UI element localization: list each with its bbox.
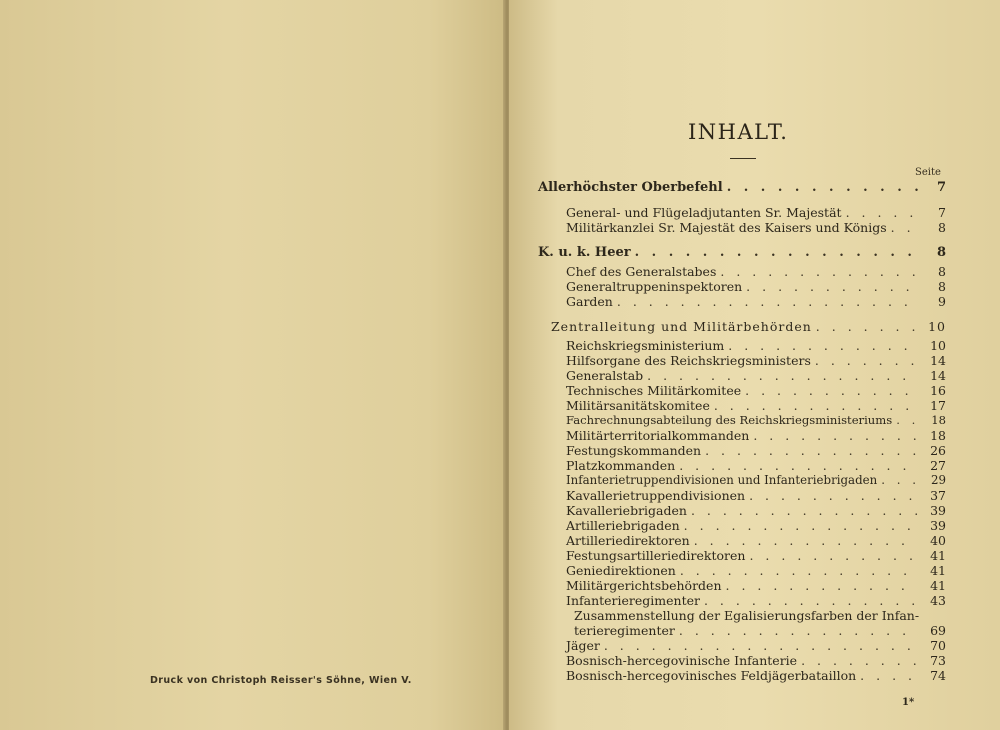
toc-entry-page: 8 bbox=[938, 279, 946, 294]
toc-entry-page: 8 bbox=[936, 245, 946, 260]
toc-entry[interactable] bbox=[566, 458, 946, 473]
toc-entry-label: terieregimenter bbox=[574, 623, 675, 638]
page-title: INHALT. bbox=[688, 120, 789, 144]
toc-entry-label: Hilfsorgane des Reichskriegsministers bbox=[566, 353, 811, 368]
toc-entry-label: General- und Flügeladjutanten Sr. Majestät bbox=[566, 205, 842, 220]
toc-entry[interactable] bbox=[574, 623, 946, 638]
toc-entry-page: 70 bbox=[930, 638, 946, 653]
toc-entry-label: Generaltruppeninspektoren bbox=[566, 279, 743, 294]
toc-entry-page: 41 bbox=[930, 563, 946, 578]
toc-entry[interactable] bbox=[566, 503, 946, 518]
toc-entry-page: 43 bbox=[930, 593, 946, 608]
toc-entry[interactable] bbox=[566, 443, 946, 458]
toc-entry-label: Jäger bbox=[566, 638, 600, 653]
toc-entry-label: Platzkommanden bbox=[566, 458, 676, 473]
toc-entry-label: Fachrechnungsabteilung des Reichskriegsministeriums bbox=[566, 413, 893, 427]
toc-entry[interactable] bbox=[566, 428, 946, 443]
toc-entry-label: K. u. k. Heer bbox=[538, 245, 631, 260]
toc-entry-page: 39 bbox=[930, 518, 946, 533]
toc-entry-label: Technisches Militärkomitee bbox=[566, 383, 742, 398]
seite-column-header: Seite bbox=[915, 167, 941, 178]
toc-entry[interactable] bbox=[566, 413, 946, 428]
toc-entry[interactable] bbox=[566, 220, 946, 235]
toc-entry-page: 7 bbox=[936, 180, 946, 195]
toc-entry[interactable] bbox=[551, 319, 946, 334]
toc-entry[interactable] bbox=[566, 294, 946, 309]
toc-entry[interactable] bbox=[566, 533, 946, 548]
toc-entry[interactable] bbox=[566, 279, 946, 294]
toc-entry-page: 29 bbox=[930, 473, 946, 487]
toc-entry-page: 10 bbox=[930, 338, 946, 353]
toc-entry-label: Geniedirektionen bbox=[566, 563, 676, 578]
toc-entry-page: 27 bbox=[930, 458, 946, 473]
toc-entry-page: 16 bbox=[930, 383, 946, 398]
toc-entry-page: 10 bbox=[928, 319, 946, 334]
toc-entry-label: Infanterieregimenter bbox=[566, 593, 700, 608]
toc-entry-label: Bosnisch-hercegovinische Infanterie bbox=[566, 653, 798, 668]
toc-entry-label: Militärsanitätskomitee bbox=[566, 398, 710, 413]
toc-entry-label: Kavallerietruppendivisionen bbox=[566, 488, 746, 503]
toc-entry-label: Zentralleitung und Militärbehörden bbox=[551, 319, 812, 334]
toc-entry-page: 18 bbox=[931, 413, 946, 427]
toc-entry-label: Reichskriegsministerium bbox=[566, 338, 725, 353]
toc-entry[interactable] bbox=[566, 548, 946, 563]
toc-entry-page: 8 bbox=[938, 220, 946, 235]
toc-entry-label: Chef des Generalstabes bbox=[566, 264, 717, 279]
toc-entry[interactable] bbox=[566, 563, 946, 578]
toc-entry-page: 39 bbox=[930, 503, 946, 518]
toc-entry-label: Generalstab bbox=[566, 368, 644, 383]
toc-entry-label: Infanterietruppendivisionen und Infanteriebrigaden bbox=[566, 473, 878, 487]
printer-imprint: Druck von Christoph Reisser's Söhne, Wien V. bbox=[150, 675, 412, 686]
toc-entry-label: Garden bbox=[566, 294, 613, 309]
toc-entry-page: 37 bbox=[930, 488, 946, 503]
toc-entry-label: Artilleriedirektoren bbox=[566, 533, 690, 548]
toc-entry-label: Allerhöchster Oberbefehl bbox=[538, 180, 723, 195]
toc-entry-page: 9 bbox=[938, 294, 946, 309]
toc-entry-page: 74 bbox=[930, 668, 946, 683]
toc-entry-label: Militärgerichtsbehörden bbox=[566, 578, 722, 593]
toc-entry-page: 26 bbox=[930, 443, 946, 458]
toc-entry[interactable] bbox=[538, 180, 946, 195]
toc-entry-page: 73 bbox=[930, 653, 946, 668]
toc-entry-page: 14 bbox=[930, 368, 946, 383]
toc-entry[interactable] bbox=[566, 353, 946, 368]
toc-entry[interactable] bbox=[566, 473, 946, 488]
toc-entry-continued: Zusammenstellung der Egalisierungsfarben der Infan- bbox=[574, 608, 920, 623]
toc-entry[interactable] bbox=[566, 638, 946, 653]
toc-entry[interactable] bbox=[566, 383, 946, 398]
toc-entry-page: 41 bbox=[930, 578, 946, 593]
toc-entry-label: Bosnisch-hercegovinisches Feldjägerbataillon bbox=[566, 668, 857, 683]
toc-entry[interactable] bbox=[566, 488, 946, 503]
toc-entry[interactable] bbox=[566, 338, 946, 353]
toc-entry-label: Festungsartilleriedirektoren bbox=[566, 548, 746, 563]
toc-entry-page: 41 bbox=[930, 548, 946, 563]
toc-entry-page: 40 bbox=[930, 533, 946, 548]
page-signature-mark: 1* bbox=[902, 697, 915, 708]
toc-entry-label: Kavalleriebrigaden bbox=[566, 503, 687, 518]
toc-entry[interactable] bbox=[566, 668, 946, 683]
toc-entry[interactable] bbox=[566, 205, 946, 220]
toc-entry-label: Militärkanzlei Sr. Majestät des Kaisers und Königs bbox=[566, 220, 887, 235]
toc-entry-page: 69 bbox=[930, 623, 946, 638]
toc-entry[interactable] bbox=[566, 593, 946, 608]
toc-entry[interactable] bbox=[566, 578, 946, 593]
toc-entry[interactable] bbox=[566, 368, 946, 383]
toc-entry-page: 18 bbox=[930, 428, 946, 443]
toc-entry-page: 7 bbox=[938, 205, 946, 220]
toc-entry-page: 14 bbox=[930, 353, 946, 368]
toc-entry[interactable] bbox=[566, 398, 946, 413]
toc-entry-page: 8 bbox=[938, 264, 946, 279]
toc-entry[interactable] bbox=[566, 264, 946, 279]
toc-entry-label: Festungskommanden bbox=[566, 443, 702, 458]
toc-entry-label: Militärterritorialkommanden bbox=[566, 428, 750, 443]
toc-entry[interactable] bbox=[538, 245, 946, 260]
toc-entry[interactable] bbox=[566, 518, 946, 533]
toc-entry-page: 17 bbox=[930, 398, 946, 413]
toc-entry[interactable] bbox=[566, 653, 946, 668]
toc-entry-label: Artilleriebrigaden bbox=[566, 518, 680, 533]
